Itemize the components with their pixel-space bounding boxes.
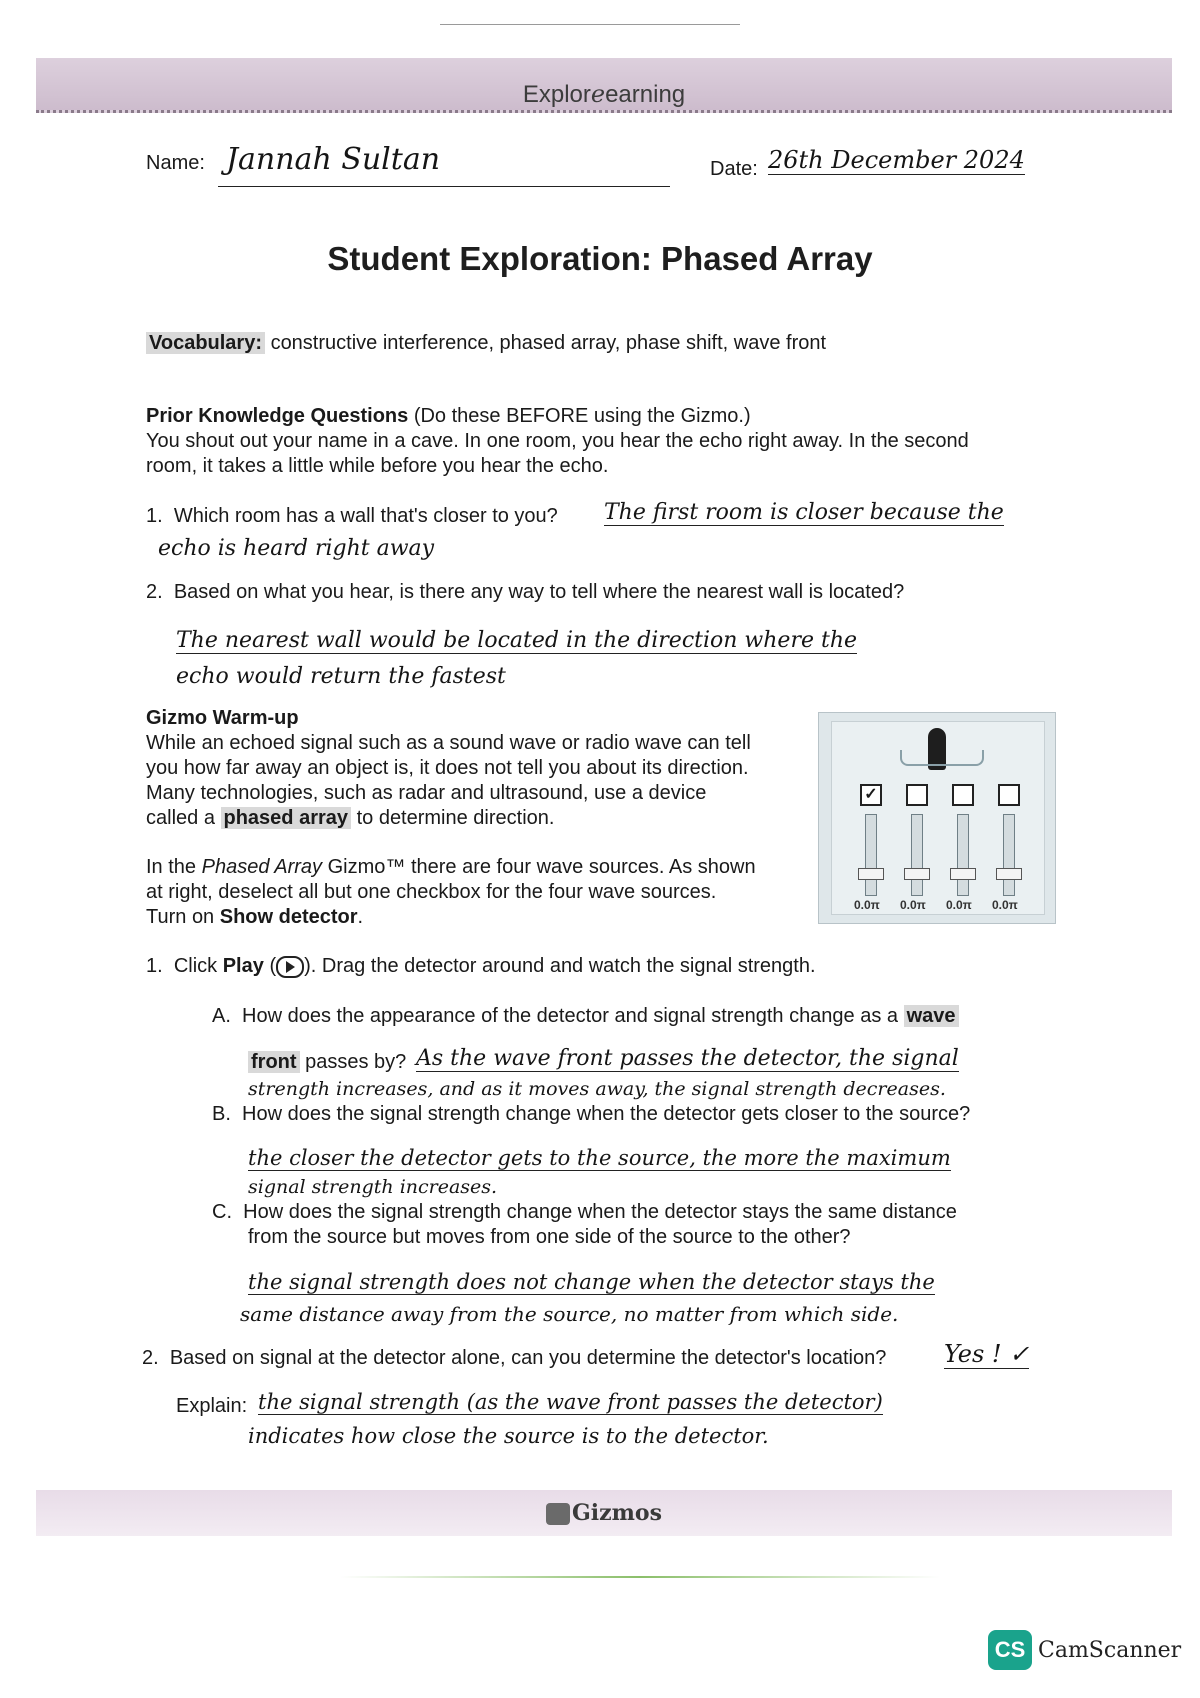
phase-slider-knob-2: [904, 868, 930, 880]
answer-1b-line2: signal strength increases.: [248, 1176, 498, 1198]
date-row: [710, 146, 1025, 181]
name-row: [146, 142, 441, 177]
prior-answer-1-line2: echo is heard right away: [158, 536, 435, 561]
phase-value-4: 0.0π: [992, 898, 1018, 912]
name-label: Name:: [146, 152, 205, 174]
explain-answer-line2: indicates how close the source is to the detector.: [248, 1424, 769, 1448]
answer-2-yes: Yes ! ✓: [944, 1340, 1030, 1368]
page-title: Student Exploration: Phased Array: [327, 240, 873, 277]
phase-slider-1: [865, 814, 877, 896]
gizmo-panel: [831, 721, 1045, 915]
footer-band: [36, 1490, 1172, 1536]
phase-slider-knob-1: [858, 868, 884, 880]
camscanner-text: CamScanner: [1038, 1637, 1182, 1663]
phase-slider-knob-3: [950, 868, 976, 880]
answer-1a-line2: strength increases, and as it moves away, the signal strength decreases.: [248, 1078, 946, 1100]
checkbox-source-4: [998, 784, 1020, 806]
header-band: [36, 58, 1172, 113]
checkbox-source-3: [952, 784, 974, 806]
answer-1a-line1: As the wave front passes the detector, the signal: [416, 1046, 959, 1071]
prior-answer-1-line1: The first room is closer because the: [604, 500, 1004, 525]
brand-logo: Exploreearning: [522, 80, 686, 108]
question-1a-continued: front passes by?: [248, 1050, 406, 1075]
phase-value-3: 0.0π: [946, 898, 972, 912]
vocabulary-label: Vocabulary:: [146, 332, 265, 354]
question-1a: A. How does the appearance of the detector and signal strength change as a wave: [212, 1004, 1032, 1029]
prior-knowledge-section: Prior Knowledge Questions (Do these BEFORE using the Gizmo.) You shout out your name in a cave. In one room, you hear the echo right away. In the second room, it takes a little while before you hear the echo.: [146, 405, 969, 477]
bracket-icon: [900, 750, 984, 766]
play-icon: [276, 956, 304, 978]
warmup-heading: Gizmo Warm-up: [146, 707, 299, 729]
name-value: Jannah Sultan: [226, 142, 441, 177]
checkbox-source-1: ✓: [860, 784, 882, 806]
gizmo-screenshot: [818, 712, 1056, 924]
explain-answer-line1: the signal strength (as the wave front passes the detector): [258, 1390, 883, 1414]
warmup-section: Gizmo Warm-up While an echoed signal such as a sound wave or radio wave can tell you how far away an object is, it does not tell you about its direction. Many technologies, such as radar and ultrasound, use a device called a phased array to determine direction. In the Phased Array Gizmo™ there are four wave sources. As shown at right, deselect all but one checkbox for the four wave sources. Turn on Show detector.: [146, 706, 806, 930]
explain-label: Explain:: [176, 1395, 248, 1417]
answer-1c-line1: the signal strength does not change when the detector stays the: [248, 1270, 935, 1294]
camscanner-badge-icon: CS: [988, 1630, 1032, 1670]
phased-array-term: phased array: [221, 807, 352, 829]
vocabulary-line: [146, 332, 826, 355]
prior-question-1: 1. Which room has a wall that's closer to you?: [146, 505, 558, 527]
checkbox-source-2: [906, 784, 928, 806]
question-1b: B. How does the signal strength change when the detector gets closer to the source?: [212, 1103, 971, 1125]
front-term: front: [248, 1051, 300, 1073]
question-1c: C. How does the signal strength change when the detector stays the same distance from the source but moves from one side of the source to the other?: [212, 1201, 957, 1248]
date-value: 26th December 2024: [768, 146, 1025, 174]
name-underline: [218, 186, 670, 187]
footer-accent-line: [340, 1576, 940, 1578]
answer-1c-line2: same distance away from the source, no matter from which side.: [240, 1302, 899, 1326]
prior-answer-2-line2: echo would return the fastest: [176, 664, 506, 689]
top-rule: [440, 24, 740, 25]
activity-question-2: 2. Based on signal at the detector alone, can you determine the detector's location?: [142, 1347, 887, 1369]
activity-question-1: 1. Click Play ( ). Drag the detector around and watch the signal strength.: [146, 955, 816, 977]
phase-slider-4: [1003, 814, 1015, 896]
gizmos-logo-icon: [546, 1503, 570, 1525]
gizmos-logo: Gizmos: [36, 1500, 1172, 1526]
phase-slider-2: [911, 814, 923, 896]
answer-1b-line1: the closer the detector gets to the source, the more the maximum: [248, 1146, 951, 1170]
camscanner-watermark: [988, 1630, 1181, 1670]
phase-value-1: 0.0π: [854, 898, 880, 912]
wave-term: wave: [904, 1005, 959, 1027]
phase-value-2: 0.0π: [900, 898, 926, 912]
show-detector-term: Show detector: [219, 906, 358, 928]
prior-knowledge-heading: Prior Knowledge Questions: [146, 405, 409, 427]
phase-slider-knob-4: [996, 868, 1022, 880]
prior-answer-2-line1: The nearest wall would be located in the direction where the: [176, 628, 858, 653]
date-label: Date:: [710, 158, 758, 180]
vocabulary-terms: constructive interference, phased array, phase shift, wave front: [270, 332, 827, 354]
phase-slider-3: [957, 814, 969, 896]
prior-question-2: 2. Based on what you hear, is there any way to tell where the nearest wall is located?: [146, 581, 905, 603]
